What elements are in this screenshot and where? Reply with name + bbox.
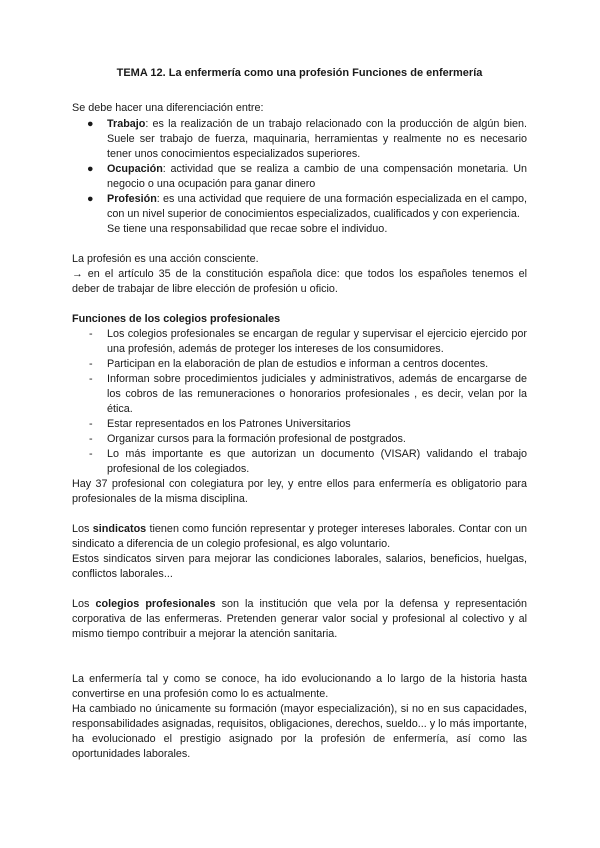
definition-term: Ocupación [107,163,163,175]
funciones-heading: Funciones de los colegios profesionales [72,313,281,325]
intro-text: Se debe hacer una diferenciación entre: [72,102,264,114]
colegiatura-text: Hay 37 profesional con colegiatura por ley, y entre ellos para enfermería es obligatorio para profesionales de la misma disciplina. [72,478,527,505]
bullet-marker: ● [87,193,94,205]
definitions-list [72,117,527,222]
definition-term: Trabajo [107,118,146,130]
dash-marker: - [89,358,93,370]
sindicatos-term: sindicatos [92,523,147,535]
articulo-35: → en el artículo 35 de la constitución española dice: que todos los españoles tenemos el deber de trabajar de libre elección de profesión u oficio. [72,268,527,295]
evolucion-paragraph: La enfermería tal y como se conoce, ha ido evolucionando a lo largo de la historia hasta convertirse en una profesión como lo es actualmente. [72,673,527,700]
funcion-item: - Organizar cursos para la formación profesional de postgrados. [89,433,406,445]
sindicatos-paragraph: Los sindicatos tienen como función representar y proteger intereses laborales. Contar con un sindicato a diferencia de un colegio profesional, es algo voluntario. [72,523,527,550]
page-title: TEMA 12. La enfermería como una profesión Funciones de enfermería [116,67,483,79]
funcion-item: - Lo más importante es que autorizan un documento (VISAR) validando el trabajo profesional de los colegiados. [89,448,527,475]
definition-item [72,162,527,192]
definition-text: : actividad que se realiza a cambio de una compensación monetaria. Un negocio o una ocupación para ganar dinero [107,163,527,190]
definition-term: Profesión [107,193,157,205]
funcion-item: - Informan sobre procedimientos judiciales y administrativos, además de encargarse de los cobros de las remuneraciones o honorarios profesionales , es decir, velan por la ética. [89,373,527,415]
dash-marker: - [89,373,93,385]
dash-marker: - [89,433,93,445]
dash-marker: - [89,328,93,340]
evolucion-paragraph-2: Ha cambiado no únicamente su formación (mayor especialización), si no en sus capacidades, responsabilidades asignadas, requisitos, obligaciones, derechos, sueldo... y lo más importante, ha evolucionado el prestigio asignado por la profesión de enfermería, así como las oportunidades laborales. [72,703,527,760]
definition-text: : es una actividad que requiere de una formación especializada en el campo, con un nivel superior de conocimientos especializados, cualificados y con experiencia. [107,193,527,220]
funcion-item: - Los colegios profesionales se encargan de regular y supervisar el ejercicio ejercido por una profesión, además de proteger los intereses de los consumidores. [89,328,527,355]
document-page [72,66,527,762]
sindicatos-second: Estos sindicatos sirven para mejorar las condiciones laborales, salarios, beneficios, huelgas, conflictos laborales... [72,553,527,580]
colegios-paragraph: Los colegios profesionales son la institución que vela por la defensa y representación corporativa de las enfermeras. Pretenden generar valor social y profesional al colectivo y al mismo tiempo contribuir a mejorar la atención sanitaria. [72,598,527,640]
definition-text: : es la realización de un trabajo relacionado con la producción de algún bien. Suele ser trabajo de fuerza, maquinaria, herramientas y realmente no es necesario tener unos conocimientos especializados superiores. [107,118,527,160]
definition-item [72,117,527,162]
bullet-marker: ● [87,118,94,130]
dash-marker: - [89,418,93,430]
profesion-consciente: La profesión es una acción consciente. [72,253,259,265]
profesion-note: Se tiene una responsabilidad que recae sobre el individuo. [107,223,388,235]
bullet-marker: ● [87,163,94,175]
funciones-list [72,327,527,477]
definition-item [72,192,527,222]
colegios-term: colegios profesionales [95,598,216,610]
dash-marker: - [89,448,93,460]
funcion-item: - Participan en la elaboración de plan de estudios e informan a centros docentes. [89,358,489,370]
funcion-item: - Estar representados en los Patrones Universitarios [89,418,351,430]
